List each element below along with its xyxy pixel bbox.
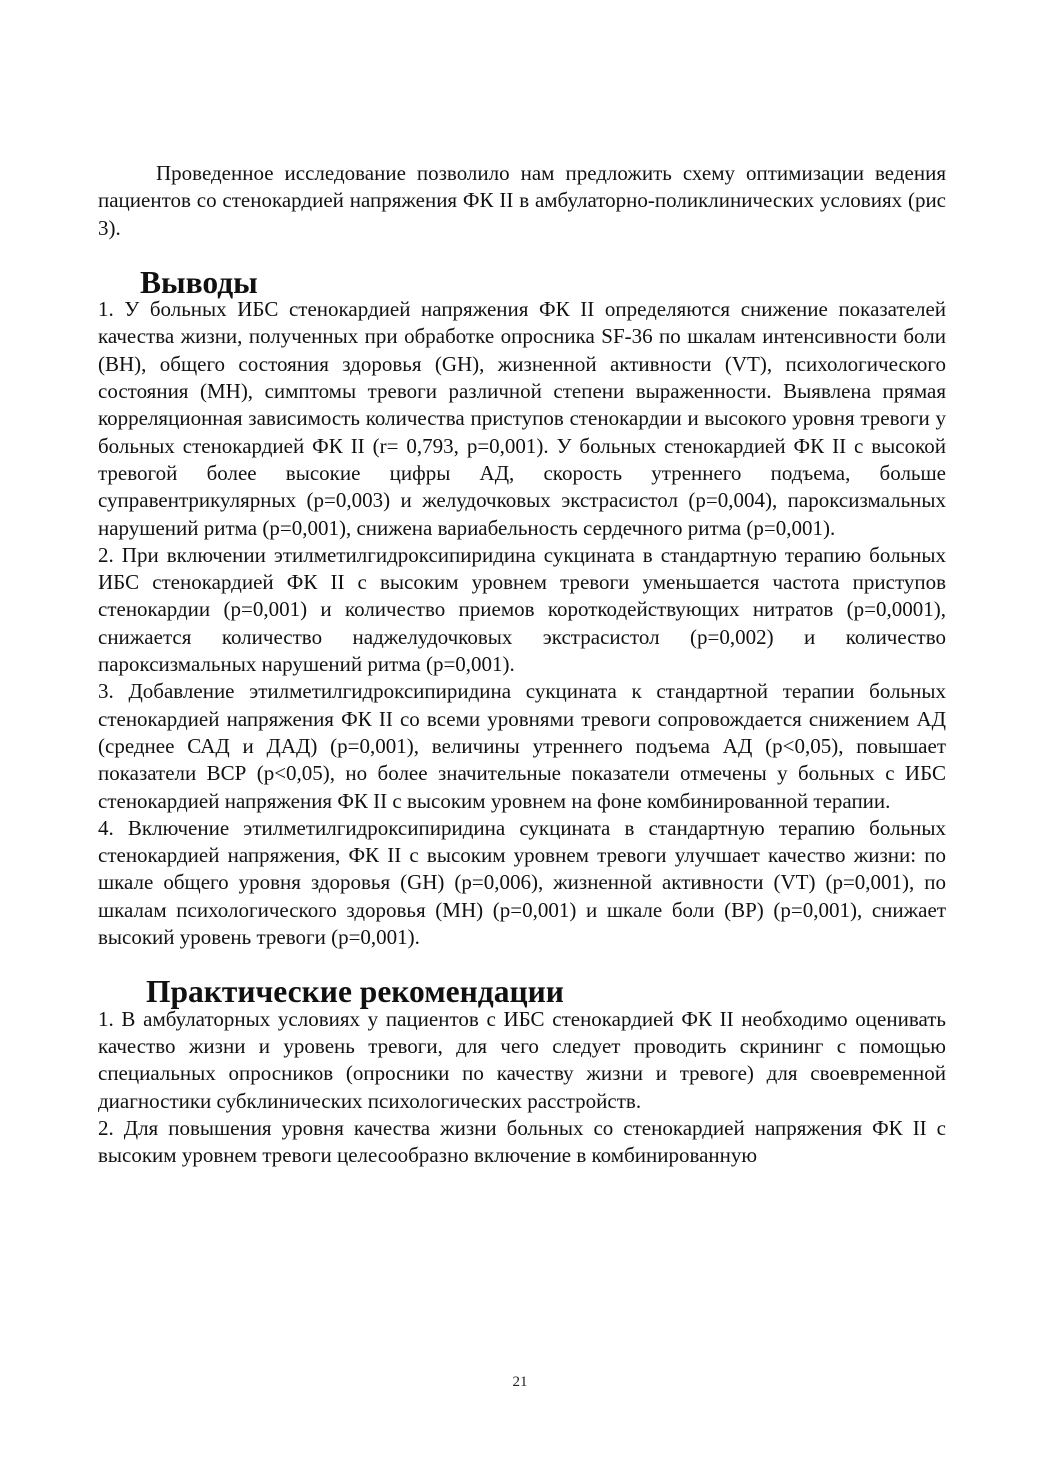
recommendation-item-2: 2. Для повышения уровня качества жизни больных со стенокардией напряжения ФК II с высоким уровнем тревоги целесообразно включение в комбинированную: [98, 1115, 946, 1168]
page-number: 21: [512, 1374, 528, 1390]
recommendations-heading: Практические рекомендации: [146, 974, 564, 1010]
conclusion-item-3: 3. Добавление этилметилгидроксипиридина сукцината к стандартной терапии больных стенокардией напряжения ФК II со всеми уровнями тревоги сопровождается снижением АД (среднее САД и ДАД) (p=0,001), величины утреннего подъема АД (p<0,05), повышает показатели ВСР (p<0,05), но более значительные показатели отмечены у больных с ИБС стенокардией напряжения ФК II с высоким уровнем на фоне комбинированной терапии.: [98, 679, 946, 813]
conclusion-item-1: 1. У больных ИБС стенокардией напряжения ФК II определяются снижение показателей качества жизни, полученных при обработке опросника SF-36 по шкалам интенсивности боли (BH), общего состояния здоровья (GH), жизненной активности (VT), психологического состояния (MH), симптомы тревоги различной степени выраженности. Выявлена прямая корреляционная зависимость количества приступов стенокардии и высокого уровня тревоги у больных стенокардией ФК II (r= 0,793, p=0,001). У больных стенокардией ФК II с высокой тревогой более высокие цифры АД, скорость утреннего подъема, больше суправентрикулярных (p=0,003) и желудочковых экстрасистол (p=0,004), пароксизмальных нарушений ритма (p=0,001), снижена вариабельность сердечного ритма (p=0,001).: [98, 297, 946, 540]
conclusion-item-4: 4. Включение этилметилгидроксипиридина сукцината в стандартную терапию больных стенокардией напряжения, ФК II с высоким уровнем тревоги улучшает качество жизни: по шкале общего уровня здоровья (GH) (p=0,006), жизненной активности (VT) (p=0,001), по шкалам психологического здоровья (MH) (p=0,001) и шкале боли (BP) (p=0,001), снижает высокий уровень тревоги (p=0,001).: [98, 815, 946, 950]
conclusions-heading: Выводы: [140, 264, 258, 300]
document-page: [98, 160, 946, 1169]
recommendation-item-1: 1. В амбулаторных условиях у пациентов с ИБС стенокардией ФК II необходимо оценивать качество жизни и уровень тревоги, для чего следует проводить скрининг с помощью специальных опросников (опросники по качеству жизни и тревоге) для своевременной диагностики субклинических психологических расстройств.: [98, 1006, 946, 1113]
conclusion-item-2: 2. При включении этилметилгидроксипиридина сукцината в стандартную терапию больных ИБС стенокардией ФК II с высоким уровнем тревоги уменьшается частота приступов стенокардии (p=0,001) и количество приемов короткодействующих нитратов (p=0,0001), снижается количество наджелудочковых экстрасистол (p=0,002) и количество пароксизмальных нарушений ритма (p=0,001).: [98, 542, 946, 677]
intro-paragraph: Проведенное исследование позволило нам предложить схему оптимизации ведения пациентов со стенокардией напряжения ФК II в амбулаторно-поликлинических условиях (рис 3).: [98, 161, 946, 240]
